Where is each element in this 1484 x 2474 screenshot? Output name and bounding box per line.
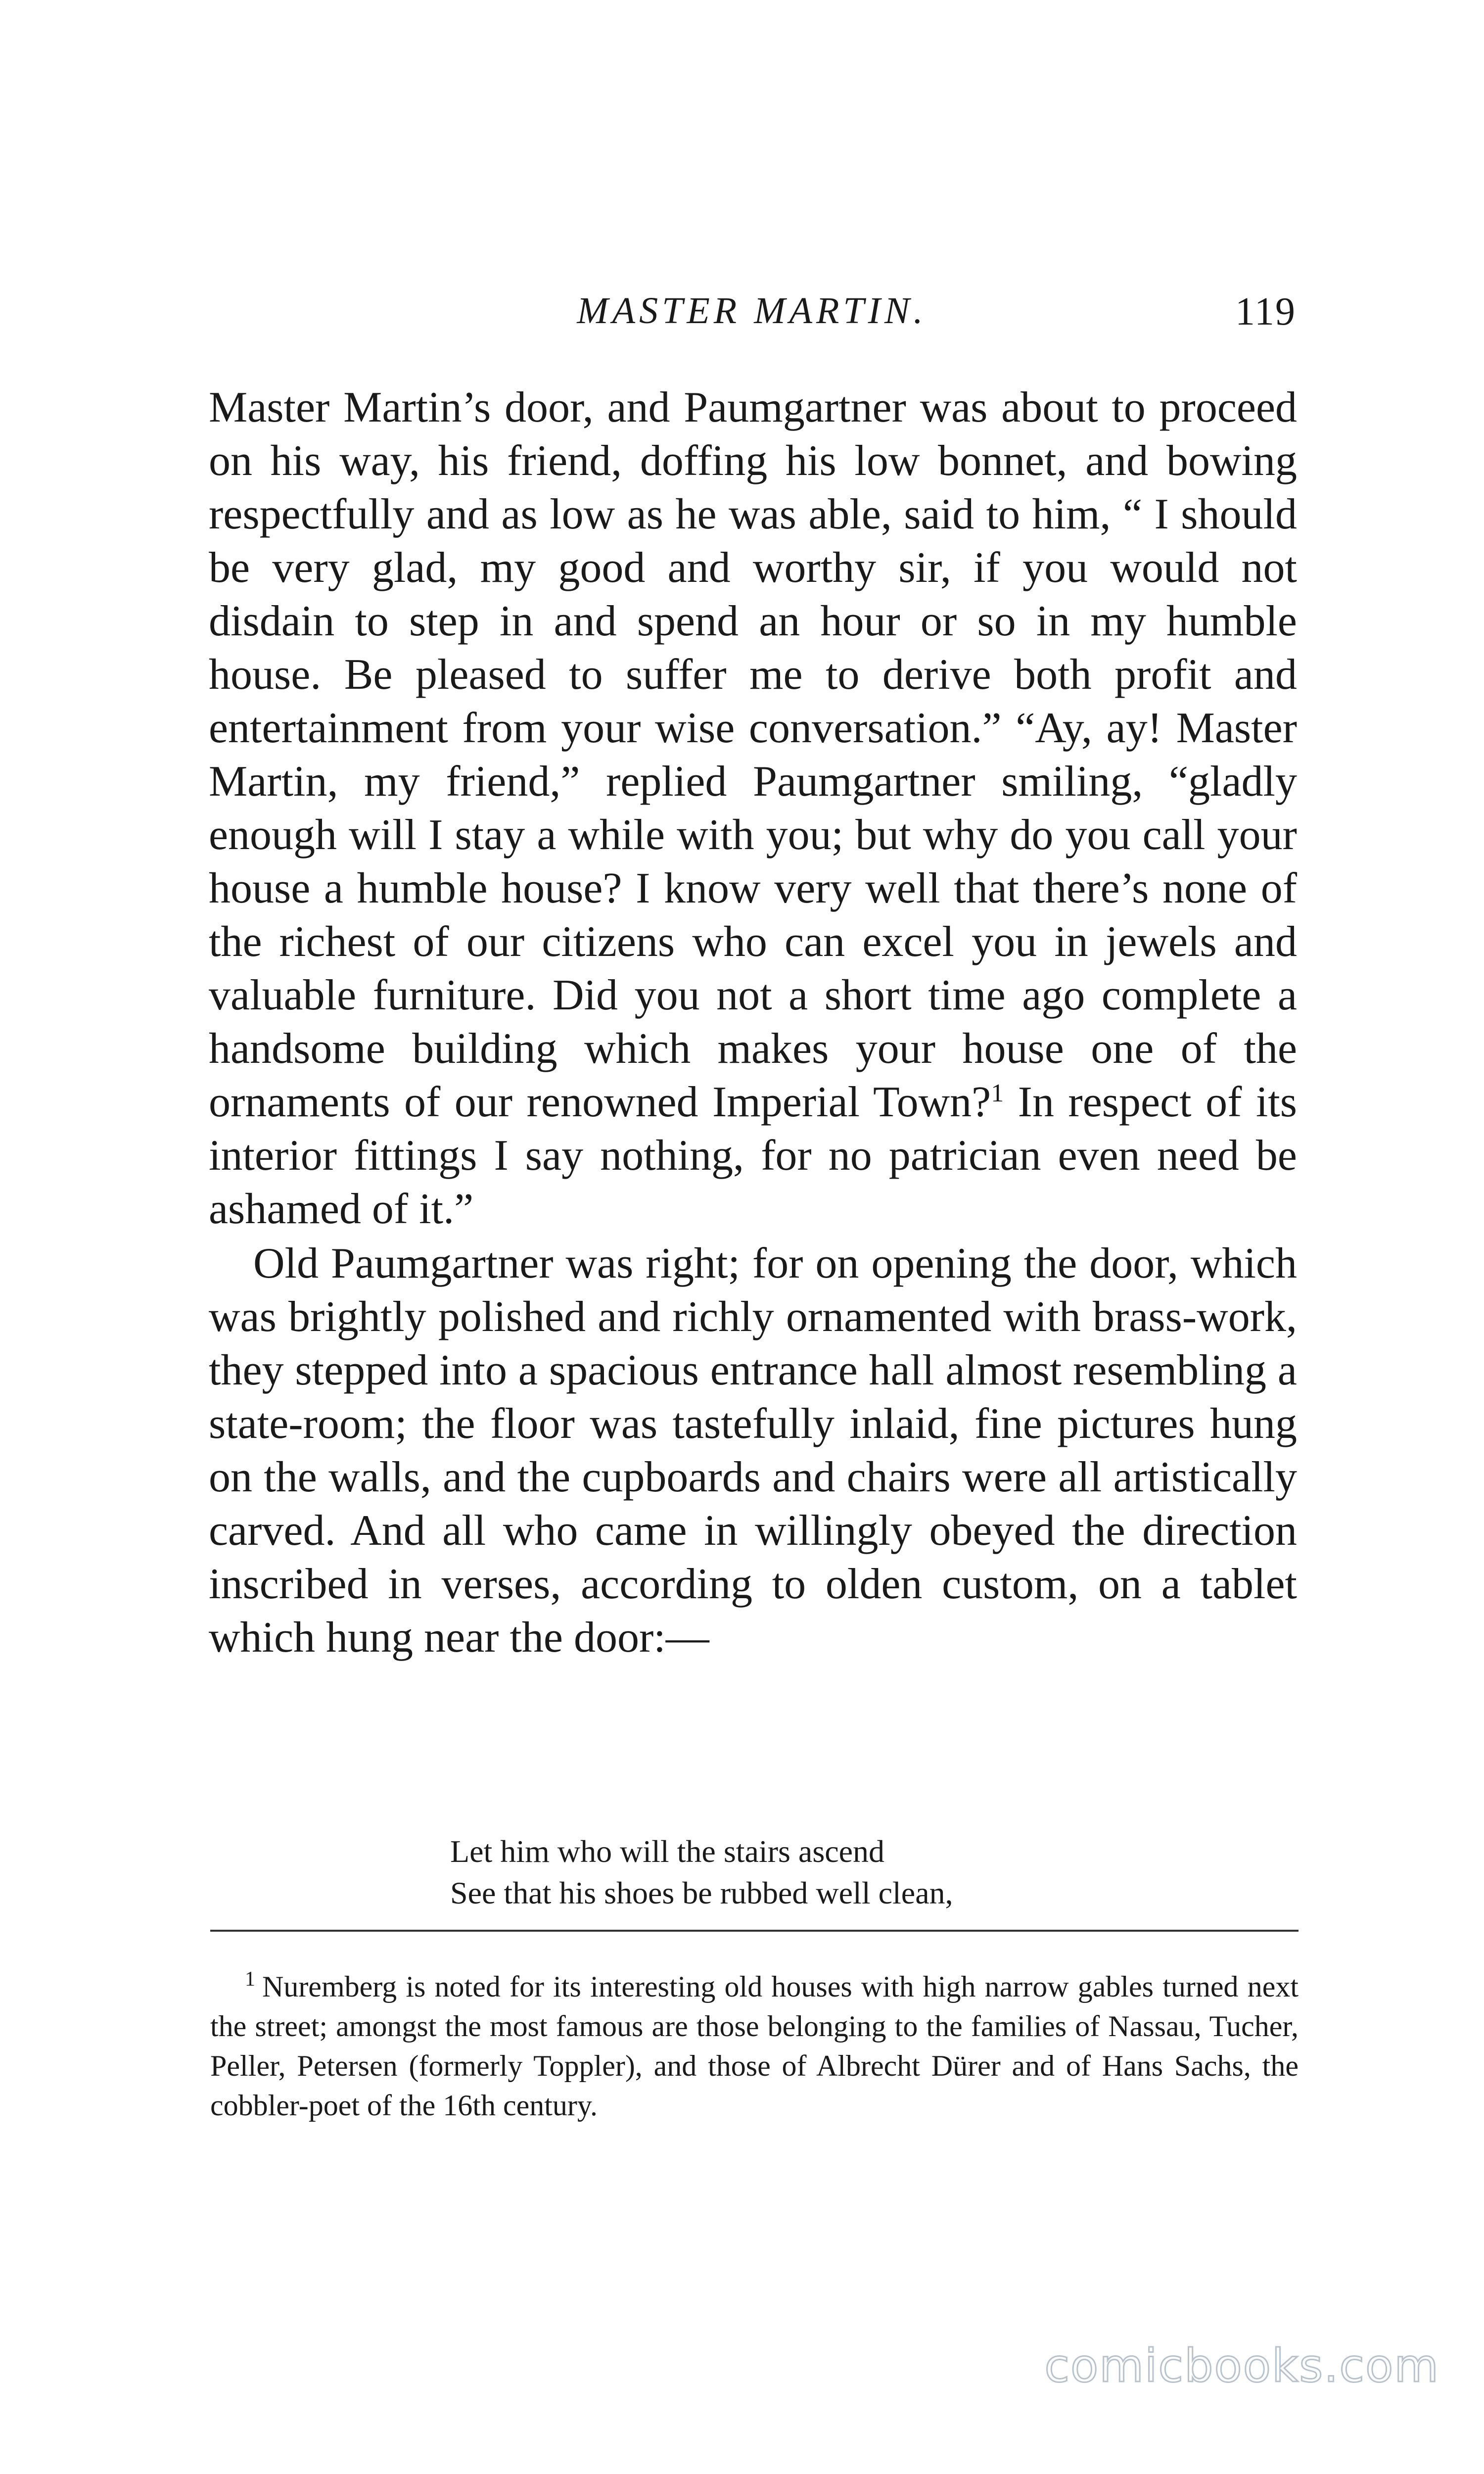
- verse-line-2: See that his shoes be rubbed well clean,: [450, 1875, 953, 1910]
- footnote-1: [210, 1959, 1298, 2125]
- paragraph-1-end: In respect of its interior fittings I say nothing, for no patrician even need be ashamed of it.”: [209, 1078, 1297, 1233]
- footnote-reference: 1: [991, 1079, 1004, 1107]
- footnote-divider: [210, 1930, 1298, 1932]
- watermark-logo: comicbooks.com: [1044, 2339, 1439, 2392]
- running-head: [208, 289, 1296, 344]
- paragraph-1: [209, 381, 1297, 1236]
- body-text: [209, 381, 1297, 1665]
- page-number: 119: [1235, 290, 1296, 333]
- verse-inscription: [450, 1831, 1242, 1914]
- footnote-text: Nuremberg is noted for its interesting old houses with high narrow gables turned next the street; amongst the most famous are those belonging to the families of Nassau, Tucher, Peller, Petersen (formerly Toppler), and those of Albrecht Dürer and of Hans Sachs, the cobbler-poet of the 16th century.: [210, 1970, 1298, 2122]
- footnote-marker: 1: [245, 1968, 255, 1991]
- verse-line-1: Let him who will the stairs ascend: [450, 1834, 885, 1869]
- paragraph-2: Old Paumgartner was right; for on opening the door, which was brightly polished and richly ornamented with brass-work, they stepped into a spacious entrance hall almost resembling a state-room; the floor was tastefully inlaid, fine pictures hung on the walls, and the cupboards and chairs were all artistically carved. And all who came in willingly obeyed the direction inscribed in verses, according to olden custom, on a tablet which hung near the door:—: [209, 1239, 1297, 1662]
- footnotes: [210, 1959, 1298, 2125]
- paragraph-1-text: Master Martin’s door, and Paumgartner was about to proceed on his way, his friend, doffing his low bonnet, and bowing respectfully and as low as he was able, said to him, “ I should be very glad, my good and worthy sir, if you would not disdain to step in and spend an hour or so in my humble house. Be pleased to suffer me to derive both profit and entertainment from your wise conversation.” “Ay, ay! Master Martin, my friend,” replied Paumgartner smiling, “gladly enough will I stay a while with you; but why do you call your house a humble house? I know very well that there’s none of the richest of our citizens who can excel you in jewels and valuable furniture. Did you not a short time ago complete a handsome building which makes your house one of the ornaments of our renowned Imperial Town?: [209, 383, 1297, 1126]
- running-title: MASTER MARTIN.: [577, 290, 927, 332]
